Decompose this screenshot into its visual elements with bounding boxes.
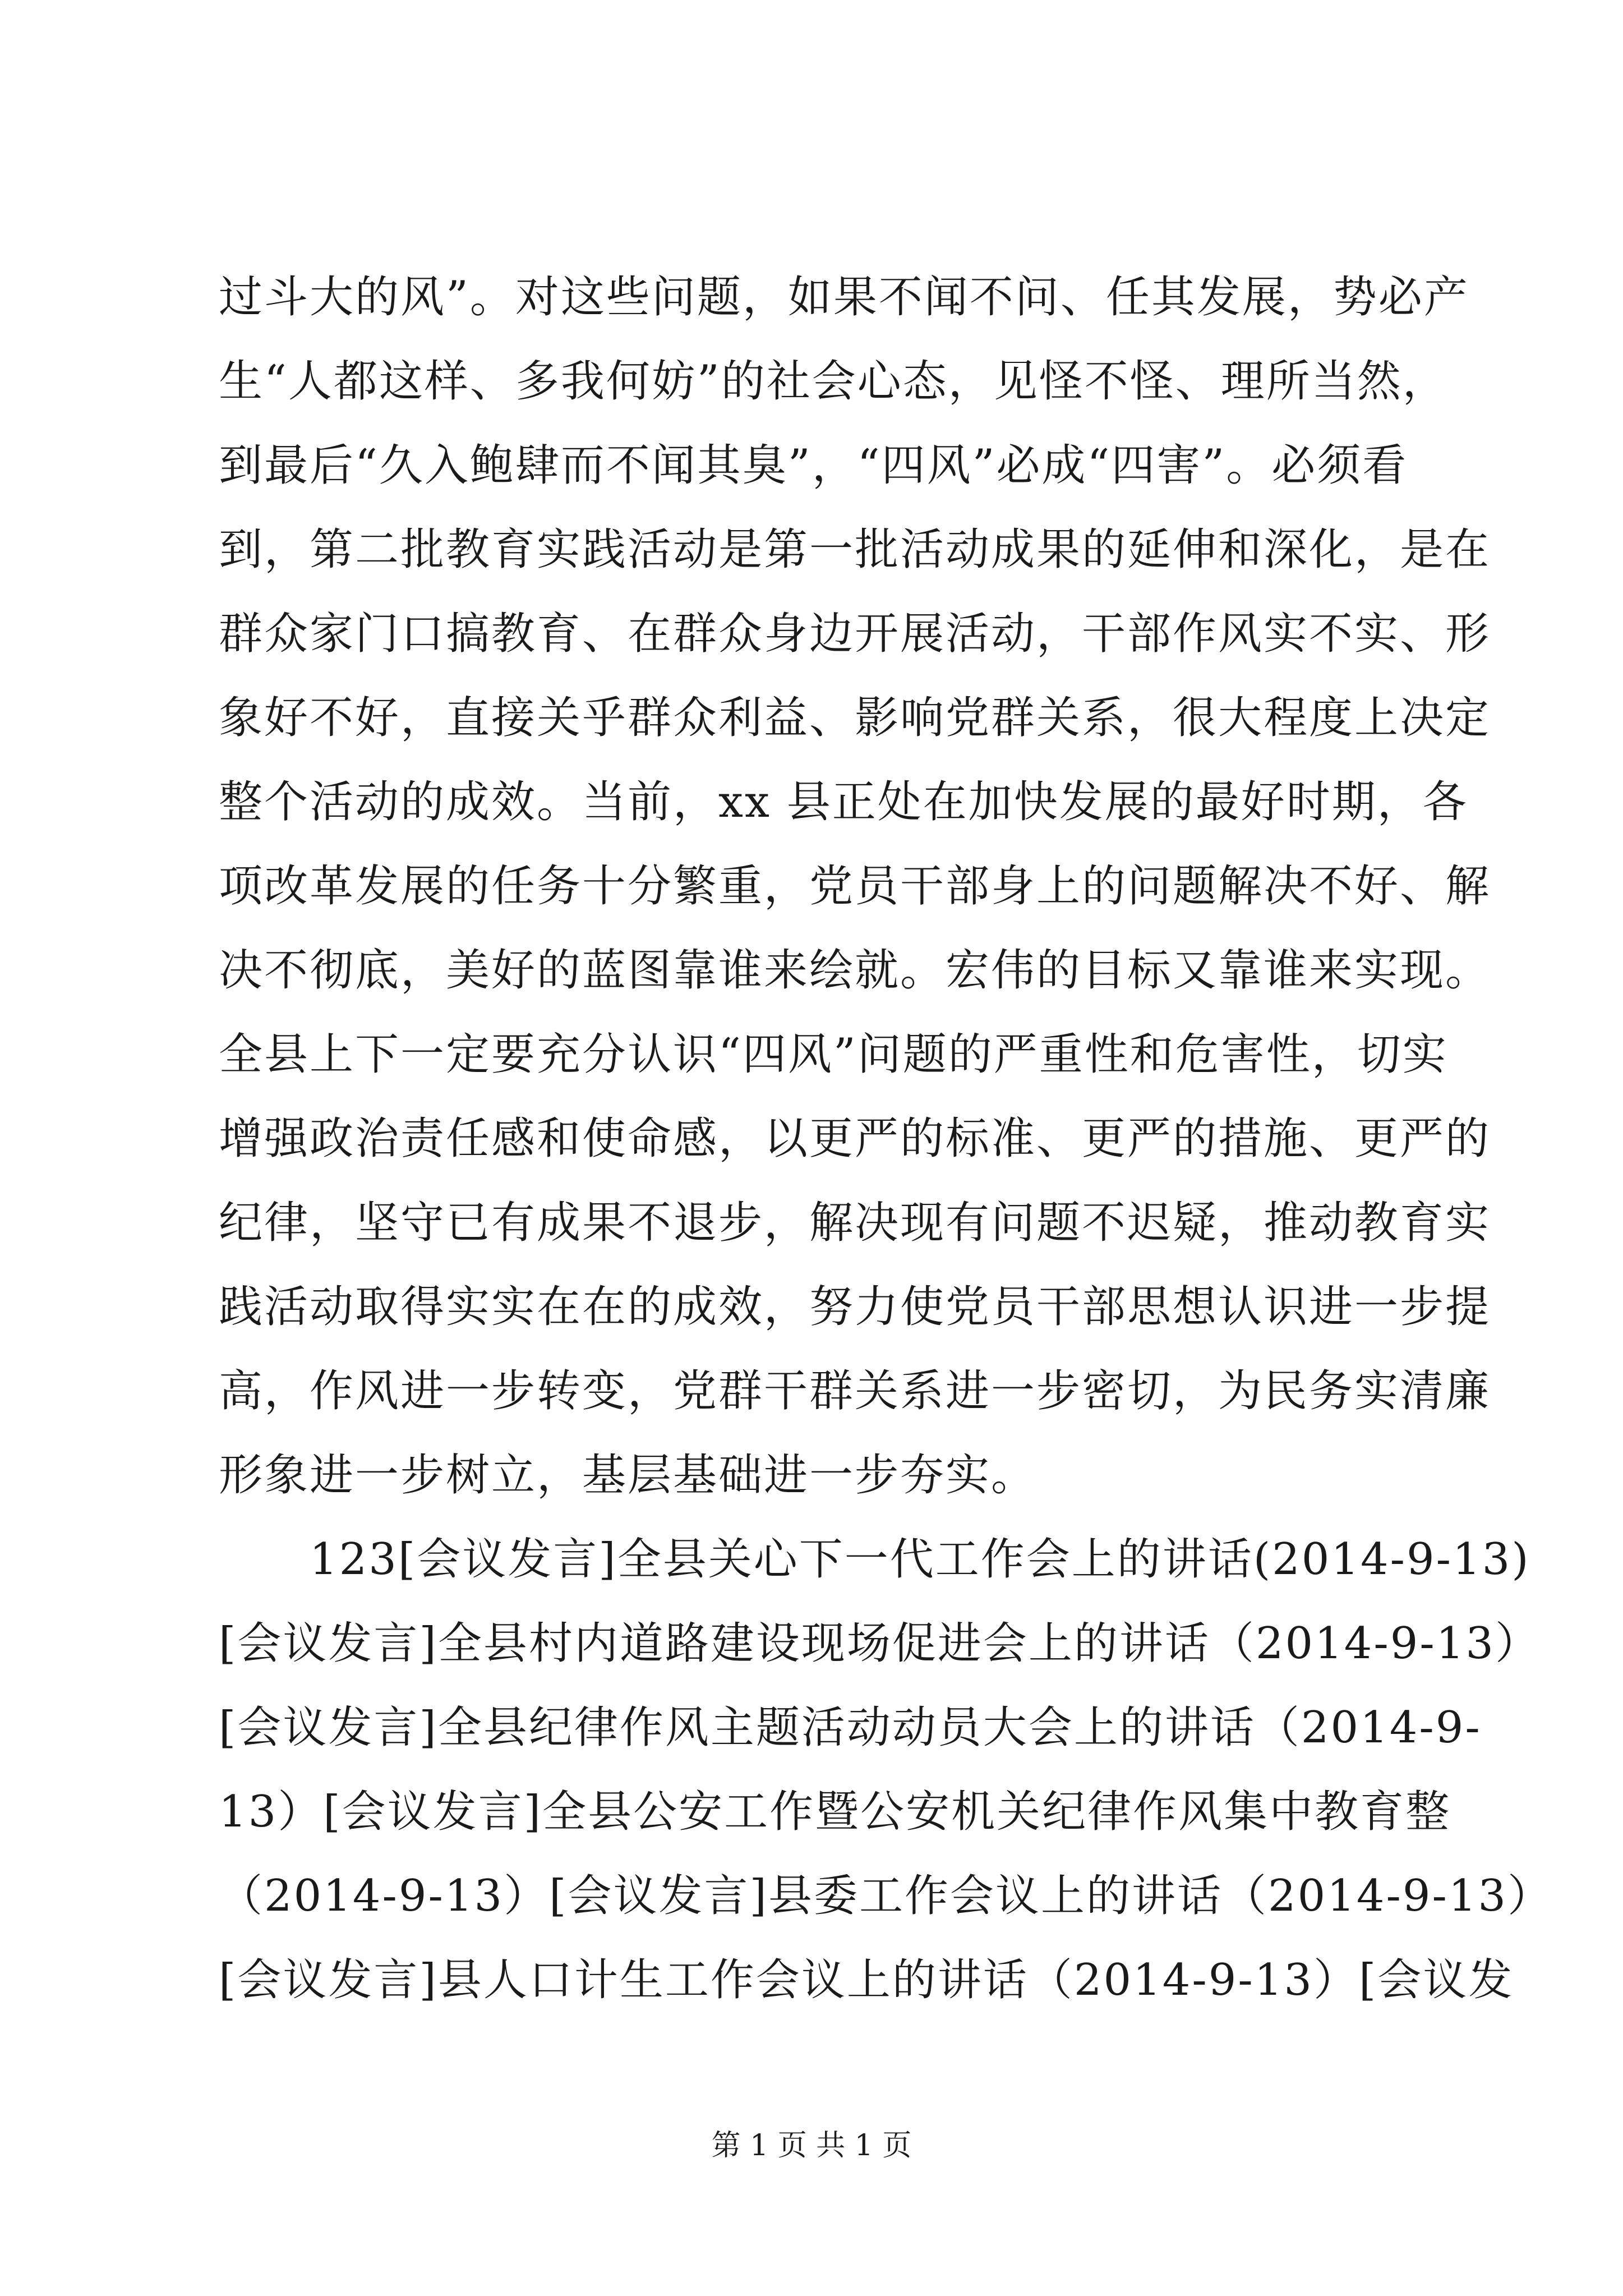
text-line: 增强政治责任感和使命感，以更严的标准、更严的措施、更严的 (219, 1114, 1491, 1164)
text-line: 13）[会议发言]全县公安工作暨公安机关纪律作风集中教育整 (219, 1787, 1451, 1837)
body-text (219, 255, 1553, 2022)
page-footer: 第 1 页 共 1 页 (711, 2129, 912, 2162)
text-line: 高，作风进一步转变，党群干群关系进一步密切，为民务实清廉 (219, 1366, 1491, 1416)
text-line: 全县上下一定要充分认识“四风”问题的严重性和危害性，切实 (219, 1029, 1448, 1080)
text-line: [会议发言]全县纪律作风主题活动动员大会上的讲话（2014-9- (219, 1703, 1482, 1753)
text-line: 群众家门口搞教育、在群众身边开展活动，干部作风实不实、形 (219, 609, 1491, 659)
text-line: 过斗大的风”。对这些问题，如果不闻不问、任其发展，势必产 (219, 272, 1469, 323)
text-line: [会议发言]全县村内道路建设现场促进会上的讲话（2014-9-13） (219, 1618, 1541, 1669)
text-line: [会议发言]县人口计生工作会议上的讲话（2014-9-13）[会议发 (219, 1955, 1514, 2005)
text-line: 到最后“久入鲍肆而不闻其臭”，“四风”必成“四害”。必须看 (219, 440, 1408, 491)
text-line: 到，第二批教育实践活动是第一批活动成果的延伸和深化，是在 (219, 524, 1491, 575)
text-line: 整个活动的成效。当前，xx 县正处在加快发展的最好时期，各 (219, 777, 1468, 827)
text-line: 123[会议发言]全县关心下一代工作会上的讲话(2014-9-13) (219, 1534, 1530, 1585)
text-line: 项改革发展的任务十分繁重，党员干部身上的问题解决不好、解 (219, 861, 1491, 912)
text-line: 决不彻底，美好的蓝图靠谁来绘就。宏伟的目标又靠谁来实现。 (219, 945, 1491, 996)
text-line: 形象进一步树立，基层基础进一步夯实。 (219, 1450, 1037, 1501)
text-line: 象好不好，直接关乎群众利益、影响党群关系，很大程度上决定 (219, 693, 1491, 743)
text-line: 践活动取得实实在在的成效，努力使党员干部思想认识进一步提 (219, 1282, 1491, 1332)
text-line: 纪律，坚守已有成果不退步，解决现有问题不迟疑，推动教育实 (219, 1198, 1491, 1248)
text-line: 生“人都这样、多我何妨”的社会心态，见怪不怪、理所当然， (219, 356, 1448, 407)
text-line: （2014-9-13）[会议发言]县委工作会议上的讲话（2014-9-13） (219, 1871, 1553, 1921)
